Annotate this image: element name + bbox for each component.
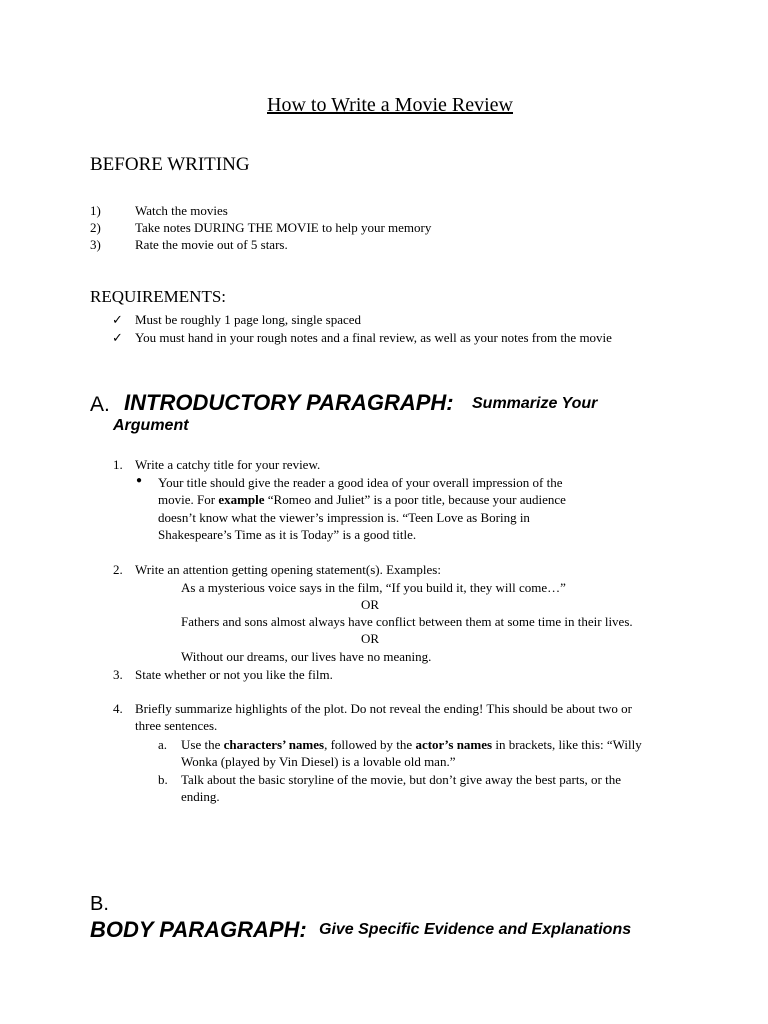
checkmark-icon: ✓ bbox=[112, 330, 123, 345]
sublist-line: Wonka (played by Vin Diesel) is a lovable old man.” bbox=[181, 754, 456, 769]
or-separator: OR bbox=[361, 631, 380, 646]
bold-term: actor’s names bbox=[415, 737, 493, 752]
list-item: State whether or not you like the film. bbox=[135, 667, 333, 682]
list-number: 2) bbox=[90, 220, 101, 235]
list-item: Watch the movies bbox=[135, 203, 228, 218]
sublist-line: Use the characters’ names, followed by the actor’s names in brackets, like this: “Willy bbox=[181, 737, 642, 752]
list-item: Take notes DURING THE MOVIE to help your memory bbox=[135, 220, 432, 235]
bullet-line: Your title should give the reader a good idea of your overall impression of the bbox=[158, 475, 563, 490]
bullet-line: movie. For example “Romeo and Juliet” is a poor title, because your audience bbox=[158, 492, 566, 507]
list-item: Write a catchy title for your review. bbox=[135, 457, 321, 472]
list-number: 2. bbox=[113, 562, 123, 577]
sublist-label: a. bbox=[158, 737, 168, 752]
requirements-heading: REQUIREMENTS: bbox=[90, 287, 226, 306]
list-number: 1. bbox=[113, 457, 123, 472]
sublist-label: b. bbox=[158, 772, 168, 787]
list-number: 1) bbox=[90, 203, 101, 218]
bullet-line: Shakespeare’s Time as it is Today” is a good title. bbox=[158, 527, 417, 542]
bullet-icon: ● bbox=[136, 475, 143, 486]
document-title: How to Write a Movie Review bbox=[267, 94, 513, 116]
list-item-cont: three sentences. bbox=[135, 718, 218, 733]
bold-term: example bbox=[218, 492, 265, 507]
list-item: Rate the movie out of 5 stars. bbox=[135, 237, 288, 252]
bold-term: characters’ names bbox=[223, 737, 325, 752]
section-a-heading: INTRODUCTORY PARAGRAPH: bbox=[124, 390, 454, 415]
sublist-line: ending. bbox=[181, 789, 220, 804]
list-number: 4. bbox=[113, 701, 123, 716]
section-b-heading: BODY PARAGRAPH: bbox=[90, 917, 307, 942]
requirement-item: Must be roughly 1 page long, single spaced bbox=[135, 312, 362, 327]
list-item: Briefly summarize highlights of the plot. Do not reveal the ending! This should be about two or bbox=[135, 701, 632, 716]
checkmark-icon: ✓ bbox=[112, 312, 123, 327]
section-a-subheading: Summarize Your bbox=[472, 395, 598, 412]
section-b-subheading: Give Specific Evidence and Explanations bbox=[319, 921, 632, 938]
list-item: Write an attention getting opening statement(s). Examples: bbox=[135, 562, 441, 577]
before-writing-heading: BEFORE WRITING bbox=[90, 154, 250, 175]
example-line: As a mysterious voice says in the film, “If you build it, they will come…” bbox=[181, 580, 566, 595]
section-a-letter: A. bbox=[90, 393, 110, 416]
example-line: Without our dreams, our lives have no meaning. bbox=[181, 649, 432, 664]
requirement-item: You must hand in your rough notes and a final review, as well as your notes from the movie bbox=[135, 330, 612, 345]
example-line: Fathers and sons almost always have conflict between them at some time in their lives. bbox=[181, 614, 633, 629]
section-b-letter: B. bbox=[90, 893, 109, 915]
or-separator: OR bbox=[361, 597, 380, 612]
list-number: 3. bbox=[113, 667, 123, 682]
bullet-line: doesn’t know what the viewer’s impression is. “Teen Love as Boring in bbox=[158, 510, 530, 525]
list-number: 3) bbox=[90, 237, 101, 252]
section-a-subheading-cont: Argument bbox=[113, 417, 189, 434]
sublist-line: Talk about the basic storyline of the movie, but don’t give away the best parts, or the bbox=[181, 772, 622, 787]
